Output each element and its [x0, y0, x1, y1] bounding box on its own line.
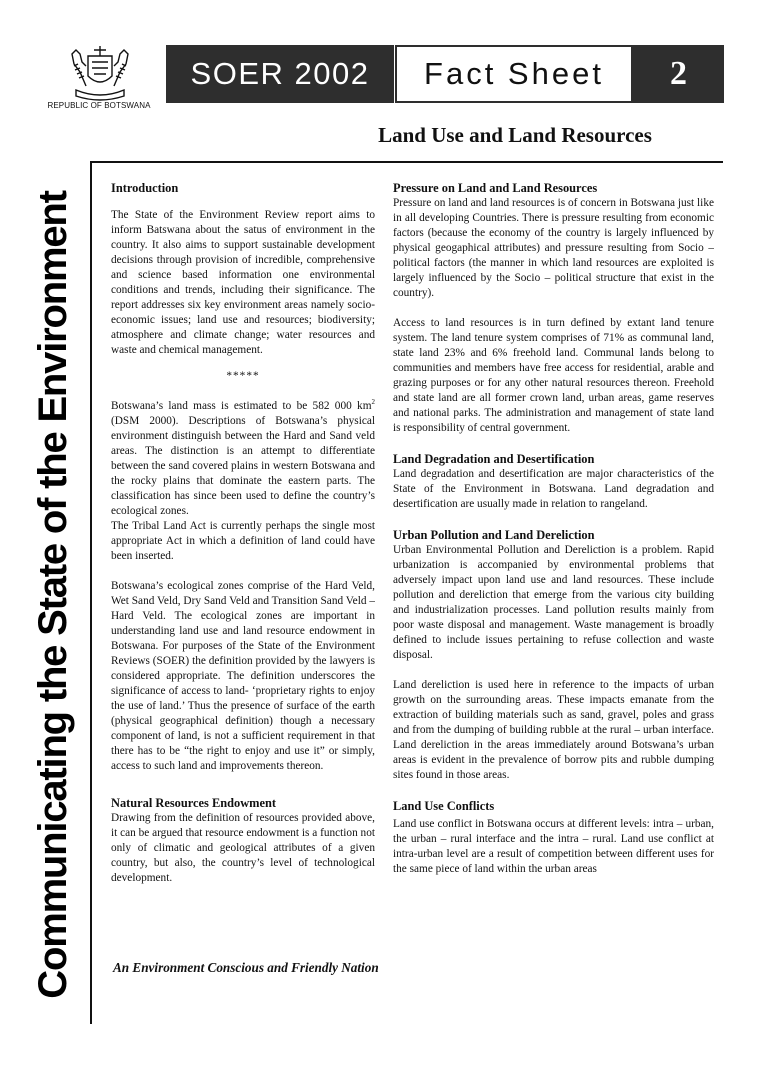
header-series-label: SOER 2002: [166, 45, 394, 103]
urban-pollution-paragraph-2: Land dereliction is used here in reference to the impacts of urban growth on the surrounding areas. These impacts emanate from the extraction of building materials such as sand, gravel, poles and grass and from the dumping of building rubble at the rural – urban interface. Land dereliction in the areas immediately around Botswana’s urban areas is evident in the prevalence of borrow pits and rubble dumping sites found in those areas.: [393, 679, 714, 781]
urban-pollution-heading: Urban Pollution and Land Dereliction: [393, 528, 595, 542]
land-mass-paragraph: Botswana’s land mass is estimated to be 582 000 $km^2$ (DSM 2000). Descriptions of Botswana’s physical environment distinguish between the Hard and Sand veld areas. The distinction is an attempt to differentiate between the sand covered plains in western Botswana and the rocky plains that dominate the eastern parts. The classification has since been used to define the country’s ecological zones.: [111, 398, 375, 517]
header-fact-sheet-number: 2: [633, 45, 724, 103]
pressure-paragraph-1: Pressure on land and land resources is of concern in Botswana just like in all developing Countries. There is pressure resulting from economic factors (because the economy of the country is largely influenced by physical geogaphical attributes) and pressure resulting from Socio – political factors (the manner in which land resources are exploited is largely influenced by the Socio – political structure that exist in the country).: [393, 197, 714, 299]
section-separator: *****: [226, 370, 260, 382]
right-column: [393, 180, 714, 930]
footer-tagline: An Environment Conscious and Friendly Nation: [113, 960, 379, 975]
introduction-heading: Introduction: [111, 181, 179, 195]
introduction-paragraph: The State of the Environment Review report aims to inform Batswana about the satus of environment in the country. It also aims to support sustainable development decisions through provision of incredible, comprehensive and science based information one environmental conditions and trends, including their significance. The report addresses six key environment areas namely socio-economic issues; land use and resources; biodiversity; atmosphere and climate change; water resources and waste and chemical management.: [111, 209, 375, 356]
natural-resources-heading: Natural Resources Endowment: [111, 796, 276, 810]
ecological-zones-paragraph: Botswana’s ecological zones comprise of the Hard Veld, Wet Sand Veld, Dry Sand Veld and Transition Sand Veld – Hard Veld. The ecological zones are important in understanding land use and land resource endowment in Botswana. For purposes of the State of the Environment Reviews (SOER) the definition provided by the lawyers is considered appropriate. The definition underscores the significance of access to land- ‘proprietary rights to enjoy the use of land.’ Thus the presence of surface of the earth (physical geographical definition) though a necessary component of land, is not a sufficient requirement in that there has to be “the right to enjoy and use it” or simply, access to such land and improvements thereon.: [111, 580, 375, 772]
land-use-conflicts-heading: Land Use Conflicts: [393, 799, 495, 813]
degradation-heading: Land Degradation and Desertification: [393, 452, 595, 466]
pressure-heading: Pressure on Land and Land Resources: [393, 181, 598, 195]
document-title: Land Use and Land Resources: [378, 123, 652, 147]
degradation-paragraph: Land degradation and desertification are major characteristics of the State of the Environment in Botswana. Land degradation and desertification are usually made in relation to rangeland.: [393, 468, 714, 510]
tribal-land-act-paragraph: The Tribal Land Act is currently perhaps the single most appropriate Act in which a definition of land could have been inserted.: [111, 520, 375, 562]
natural-resources-paragraph: Drawing from the definition of resources provided above, it can be argued that resource endowment is a function not only of climatic and geological attributes of a given country, but also, the country’s level of technological development.: [111, 812, 375, 884]
emblem-caption: REPUBLIC OF BOTSWANA: [47, 101, 151, 110]
coat-of-arms-emblem: [58, 42, 142, 104]
land-use-conflicts-paragraph: Land use conflict in Botswana occurs at different levels: intra – urban, the urban – rural interface and the intra – rural. Land use conflict at intra-urban level are a result of competition between different uses for the same piece of land within the urban areas: [393, 818, 714, 875]
pressure-paragraph-2: Access to land resources is in turn defined by extant land tenure system. The land tenure system comprises of 71% as communal land, state land 23% and 6% freehold land. Communal lands belong to communities and members have free access for residential, arable and grazing purposes or for any other natural resources thereon. Freehold and state land are all former crown land, urban areas, game reserves and national parks. The administration and management of state land is responsibility of central government.: [393, 317, 714, 434]
horizontal-rule: [90, 161, 723, 163]
vertical-rule: [90, 161, 92, 1024]
left-column: [111, 180, 375, 937]
vertical-side-title: Communicating the State of the Environment: [31, 191, 75, 999]
urban-pollution-paragraph-1: Urban Environmental Pollution and Dereliction is a problem. Rapid urbanization is accompanied by environmental problems that adversely impact upon land use and land resources. These include pollution and dereliction that emerge from the various city building and industrialization processes. Land pollution results mainly from poor waste disposal and management. Waste management is broadly defined to include issues pertaining to refuse collection and waste disposal.: [393, 544, 714, 661]
header-doc-type-label: Fact Sheet: [395, 45, 633, 103]
